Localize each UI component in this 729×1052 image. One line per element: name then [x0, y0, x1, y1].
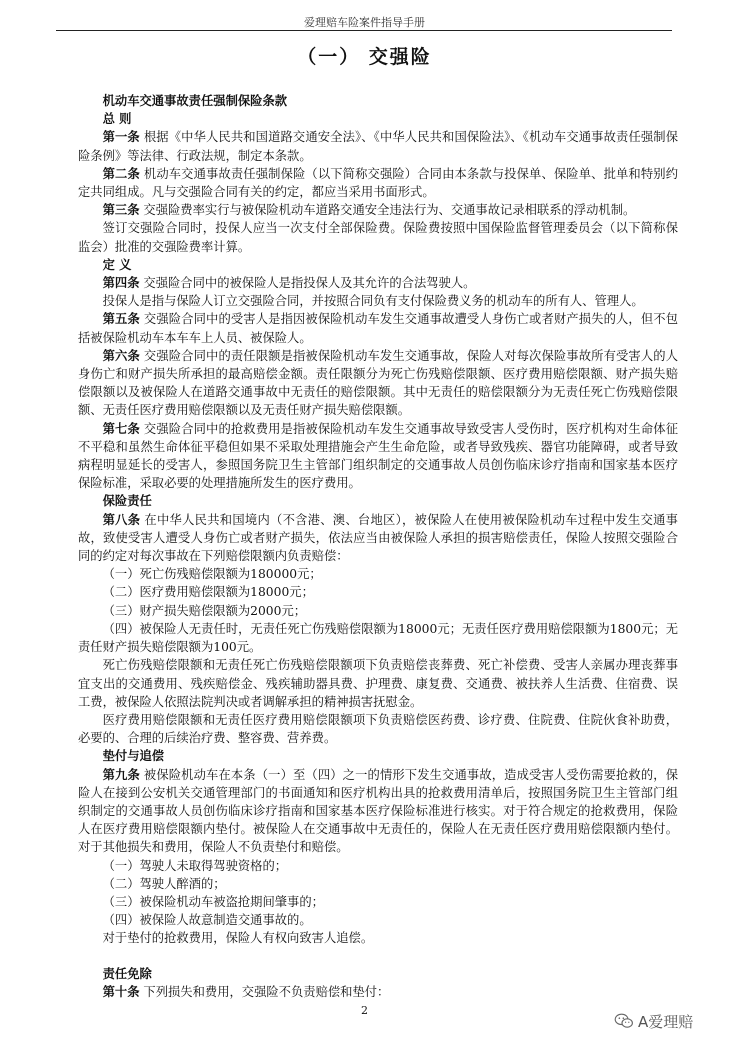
article-1-text: 根据《中华人民共和国道路交通安全法》、《中华人民共和国保险法》、《机动车交通事故责任强制保险条例》等法律、行政法规，制定本条款。	[78, 130, 678, 163]
page-number: 2	[361, 1004, 368, 1017]
article-2-label: 第二条	[102, 165, 140, 181]
article-8-item-4: （四）被保险人无责任时，无责任死亡伤残赔偿限额为18000元；无责任医疗费用赔偿限额为1800元；无责任财产损失赔偿限额为100元。	[78, 621, 678, 655]
article-3-label: 第三条	[102, 202, 140, 218]
header-divider	[56, 30, 672, 31]
document-body	[78, 92, 678, 1001]
article-9-item-4: （四）被保险人故意制造交通事故的。	[102, 913, 312, 928]
article-8-label: 第八条	[102, 511, 141, 527]
article-5	[78, 310, 678, 346]
section-spacer	[78, 948, 678, 965]
article-7	[78, 420, 678, 493]
article-7-text: 交强险合同中的抢救费用是指被保险机动车发生交通事故导致受害人受伤时，医疗机构对生命体征不平稳和虽然生命体征平稳但如果不采取处理措施会产生生命危险，或者导致残疾、器官功能障碍，或者导致病程明显延长的受害人，参照国务院卫生主管部门组织制定的交通事故人员创伤临床诊疗指南和国家基本医疗保险标准，采取必要的处理措施所发生的医疗费用。	[78, 421, 678, 491]
article-8	[78, 511, 678, 566]
article-9-item-2: （二）驾驶人醉酒的；	[102, 876, 226, 891]
article-1-label: 第一条	[102, 129, 140, 145]
article-8-item-2: （二）医疗费用赔偿限额为18000元；	[102, 585, 314, 600]
watermark	[614, 1011, 693, 1031]
article-10-label: 第十条	[102, 983, 140, 999]
article-9-item-3: （三）被保险机动车被盗抢期间肇事的；	[102, 894, 324, 909]
article-6	[78, 347, 678, 420]
article-4-text: 交强险合同中的被保险人是指投保人及其允许的合法驾驶人。	[139, 276, 476, 291]
article-4	[78, 274, 678, 292]
article-8-item-1: （一）死亡伤残赔偿限额为180000元；	[102, 567, 322, 582]
article-9-label: 第九条	[102, 766, 140, 782]
article-6-label: 第六条	[102, 347, 140, 363]
watermark-text: A爱理赔	[638, 1012, 694, 1031]
section-general: 总 则	[102, 111, 132, 127]
article-8-paragraph-2: 死亡伤残赔偿限额和无责任死亡伤残赔偿限额项下负责赔偿丧葬费、死亡补偿费、受害人亲属办理丧葬事宜支出的交通费用、残疾赔偿金、残疾辅助器具费、护理费、康复费、交通费、被扶养人生活费、住宿费、误工费，被保险人依照法院判决或者调解承担的精神损害抚慰金。	[78, 658, 678, 709]
wechat-icon	[614, 1013, 634, 1029]
article-9	[78, 766, 678, 857]
section-main-heading: 机动车交通事故责任强制保险条款	[102, 93, 288, 108]
document-title: （一） 交强险	[297, 46, 432, 68]
article-7-label: 第七条	[102, 420, 140, 436]
article-9-paragraph-2: 对于垫付的抢救费用，保险人有权向致害人追偿。	[102, 931, 374, 946]
article-10	[78, 983, 678, 1001]
article-8-item-3: （三）财产损失赔偿限额为2000元；	[102, 603, 307, 618]
article-4-label: 第四条	[102, 275, 140, 291]
article-3-paragraph-2: 签订交强险合同时，投保人应当一次支付全部保险费。保险费按照中国保险监督管理委员会（以下简称保监会）批准的交强险费率计算。	[78, 221, 678, 254]
article-5-label: 第五条	[102, 311, 140, 327]
article-3-text: 交强险费率实行与被保险机动车道路交通安全违法行为、交通事故记录相联系的浮动机制。	[139, 203, 636, 218]
article-8-text: 在中华人民共和国境内（不含港、澳、台地区），被保险人在使用被保险机动车过程中发生交通事故，致使受害人遭受人身伤亡或者财产损失，依法应当由被保险人承担的损害赔偿责任，保险人按照交强险合同的约定对每次事故在下列赔偿限额内负责赔偿：	[78, 512, 678, 564]
article-10-text: 下列损失和费用，交强险不负责赔偿和垫付：	[139, 984, 390, 999]
section-exemption: 责任免除	[102, 965, 152, 981]
article-3	[78, 201, 678, 219]
article-6-text: 交强险合同中的责任限额是指被保险机动车发生交通事故，保险人对每次保险事故所有受害人的人身伤亡和财产损失所承担的最高赔偿金额。责任限额分为死亡伤残赔偿限额、医疗费用赔偿限额、财产损失赔偿限额以及被保险人在道路交通事故中无责任的赔偿限额。其中无责任的赔偿限额分为无责任死亡伤残赔偿限额、无责任医疗费用赔偿限额以及无责任财产损失赔偿限额。	[78, 348, 678, 418]
article-2-text: 机动车交通事故责任强制保险（以下简称交强险）合同由本条款与投保单、保险单、批单和特别约定共同组成。凡与交强险合同有关的约定，都应当采用书面形式。	[78, 166, 678, 200]
section-definitions: 定 义	[102, 256, 132, 272]
article-9-item-1: （一）驾驶人未取得驾驶资格的；	[102, 858, 288, 873]
article-5-text: 交强险合同中的受害人是指因被保险机动车发生交通事故遭受人身伤亡或者财产损失的人，但不包括被保险机动车本车车上人员、被保险人。	[78, 312, 678, 345]
article-9-text: 被保险机动车在本条（一）至（四）之一的情形下发生交通事故，造成受害人受伤需要抢救的，保险人在接到公安机关交通管理部门的书面通知和医疗机构出具的抢救费用清单后，按照国务院卫生主管部门组织制定的交通事故人员创伤临床诊疗指南和国家基本医疗保险标准进行核实。对于符合规定的抢救费用，保险人在医疗费用赔偿限额内垫付。被保险人在交通事故中无责任的，保险人在无责任医疗费用赔偿限额内垫付。对于其他损失和费用，保险人不负责垫付和赔偿。	[78, 767, 678, 855]
article-4-paragraph-2: 投保人是指与保险人订立交强险合同，并按照合同负有支付保险费义务的机动车的所有人、管理人。	[102, 294, 644, 309]
article-8-paragraph-3: 医疗费用赔偿限额和无责任医疗费用赔偿限额项下负责赔偿医药费、诊疗费、住院费、住院伙食补助费，必要的、合理的后续治疗费、整容费、营养费。	[78, 712, 678, 746]
running-header: 爱理赔车险案件指导手册	[304, 16, 425, 29]
section-liability: 保险责任	[102, 493, 152, 509]
article-2	[78, 165, 678, 201]
section-advance-payment: 垫付与追偿	[102, 748, 165, 764]
article-1	[78, 128, 678, 164]
